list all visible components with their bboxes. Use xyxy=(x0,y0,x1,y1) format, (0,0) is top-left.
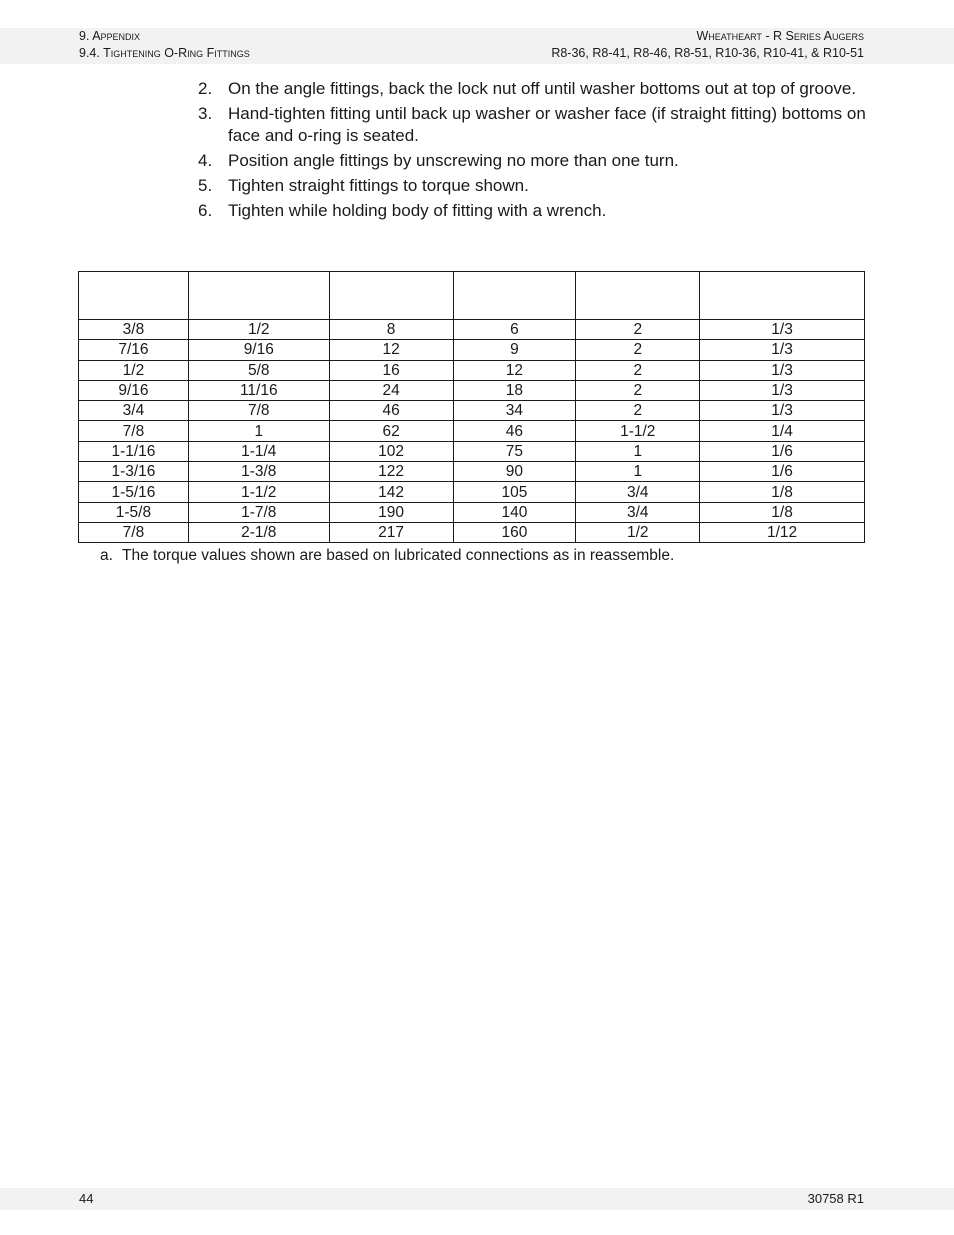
product-title: Wheatheart - R Series Augers xyxy=(696,29,864,43)
table-cell: 12 xyxy=(453,360,576,380)
table-cell: 3/4 xyxy=(576,502,700,522)
table-cell: 2 xyxy=(576,340,700,360)
footnote-text: The torque values shown are based on lubricated connections as in reassemble. xyxy=(122,547,675,564)
header-cell xyxy=(329,272,453,320)
table-row xyxy=(79,421,865,441)
table-cell: 160 xyxy=(453,522,576,542)
table-cell: 12 xyxy=(329,340,453,360)
table-cell: 1/3 xyxy=(700,340,865,360)
table-cell: 8 xyxy=(329,320,453,340)
table-cell: 1/12 xyxy=(700,522,865,542)
table-cell: 1-1/2 xyxy=(188,482,329,502)
table-cell: 1/4 xyxy=(700,421,865,441)
step-number: 2. xyxy=(198,79,213,98)
table-cell: 1-5/8 xyxy=(79,502,189,522)
chapter-title: 9. Appendix xyxy=(79,29,141,43)
step-number: 6. xyxy=(198,201,213,220)
table-cell: 46 xyxy=(453,421,576,441)
table-cell: 6 xyxy=(453,320,576,340)
table-cell: 140 xyxy=(453,502,576,522)
page-header xyxy=(0,28,954,64)
step-item xyxy=(198,78,868,100)
table-cell: 1/2 xyxy=(576,522,700,542)
table-cell: 190 xyxy=(329,502,453,522)
step-item xyxy=(198,175,868,197)
step-text: Hand-tighten fitting until back up washer or washer face (if straight fitting) bottoms on face and o-ring is seated. xyxy=(228,104,866,145)
table-cell: 1-5/16 xyxy=(79,482,189,502)
table-row xyxy=(79,462,865,482)
table-cell: 1/6 xyxy=(700,441,865,461)
table-row xyxy=(79,320,865,340)
table-row xyxy=(79,522,865,542)
table-row xyxy=(79,401,865,421)
table-cell: 9/16 xyxy=(79,380,189,400)
step-item xyxy=(198,200,868,222)
table-cell: 90 xyxy=(453,462,576,482)
table-row xyxy=(79,502,865,522)
table-footnote xyxy=(100,546,674,566)
step-number: 5. xyxy=(198,176,213,195)
table-cell: 1-1/16 xyxy=(79,441,189,461)
table-cell: 1-3/16 xyxy=(79,462,189,482)
table-cell: 217 xyxy=(329,522,453,542)
table-cell: 1-7/8 xyxy=(188,502,329,522)
table-cell: 1/8 xyxy=(700,482,865,502)
table-cell: 5/8 xyxy=(188,360,329,380)
table-cell: 24 xyxy=(329,380,453,400)
step-item xyxy=(198,103,868,147)
table-cell: 1/3 xyxy=(700,360,865,380)
table-cell: 7/8 xyxy=(188,401,329,421)
table-cell: 9 xyxy=(453,340,576,360)
table-cell: 1/3 xyxy=(700,380,865,400)
table-cell: 7/16 xyxy=(79,340,189,360)
table-row xyxy=(79,340,865,360)
header-cell xyxy=(576,272,700,320)
step-text: On the angle fittings, back the lock nut off until washer bottoms out at top of groove. xyxy=(228,79,857,98)
header-cell xyxy=(453,272,576,320)
table-row xyxy=(79,360,865,380)
table-cell: 2 xyxy=(576,401,700,421)
section-title: 9.4. Tightening O-Ring Fittings xyxy=(79,46,250,60)
step-item xyxy=(198,150,868,172)
table-cell: 1/6 xyxy=(700,462,865,482)
header-right xyxy=(551,28,864,62)
header-left xyxy=(79,28,250,62)
table-cell: 1-1/2 xyxy=(576,421,700,441)
table-cell: 1/8 xyxy=(700,502,865,522)
table-cell: 2 xyxy=(576,380,700,400)
table-cell: 3/4 xyxy=(576,482,700,502)
table-cell: 2 xyxy=(576,320,700,340)
step-text: Tighten while holding body of fitting with a wrench. xyxy=(228,201,607,220)
table-cell: 142 xyxy=(329,482,453,502)
document-number: 30758 R1 xyxy=(807,1191,864,1206)
procedure-steps xyxy=(198,78,868,225)
footnote-letter: a. xyxy=(100,547,113,564)
model-list: R8-36, R8-41, R8-46, R8-51, R10-36, R10-41, & R10-51 xyxy=(551,46,864,60)
table-cell: 75 xyxy=(453,441,576,461)
page-footer xyxy=(0,1188,954,1210)
header-cell xyxy=(79,272,189,320)
table-cell: 1/3 xyxy=(700,401,865,421)
torque-table xyxy=(78,271,865,543)
table-cell: 16 xyxy=(329,360,453,380)
table-cell: 1-3/8 xyxy=(188,462,329,482)
table-row xyxy=(79,482,865,502)
table-cell: 1/2 xyxy=(188,320,329,340)
table-cell: 1/2 xyxy=(79,360,189,380)
table-cell: 34 xyxy=(453,401,576,421)
step-text: Tighten straight fittings to torque shown. xyxy=(228,176,529,195)
table-cell: 1-1/4 xyxy=(188,441,329,461)
table-cell: 1/3 xyxy=(700,320,865,340)
table-cell: 122 xyxy=(329,462,453,482)
table-cell: 7/8 xyxy=(79,522,189,542)
table-cell: 18 xyxy=(453,380,576,400)
step-number: 3. xyxy=(198,104,213,123)
table-row xyxy=(79,441,865,461)
table-cell: 3/8 xyxy=(79,320,189,340)
table-cell: 2 xyxy=(576,360,700,380)
header-cell xyxy=(188,272,329,320)
table-cell: 105 xyxy=(453,482,576,502)
table-cell: 3/4 xyxy=(79,401,189,421)
header-cell xyxy=(700,272,865,320)
table-cell: 46 xyxy=(329,401,453,421)
table-cell: 2-1/8 xyxy=(188,522,329,542)
table-cell: 1 xyxy=(576,462,700,482)
table-row xyxy=(79,380,865,400)
table-cell: 7/8 xyxy=(79,421,189,441)
table-header-row xyxy=(79,272,865,320)
step-number: 4. xyxy=(198,151,213,170)
table-cell: 102 xyxy=(329,441,453,461)
table-cell: 1 xyxy=(188,421,329,441)
table-cell: 62 xyxy=(329,421,453,441)
step-text: Position angle fittings by unscrewing no more than one turn. xyxy=(228,151,679,170)
table-cell: 9/16 xyxy=(188,340,329,360)
page-number: 44 xyxy=(79,1191,94,1206)
table-cell: 1 xyxy=(576,441,700,461)
table-cell: 11/16 xyxy=(188,380,329,400)
